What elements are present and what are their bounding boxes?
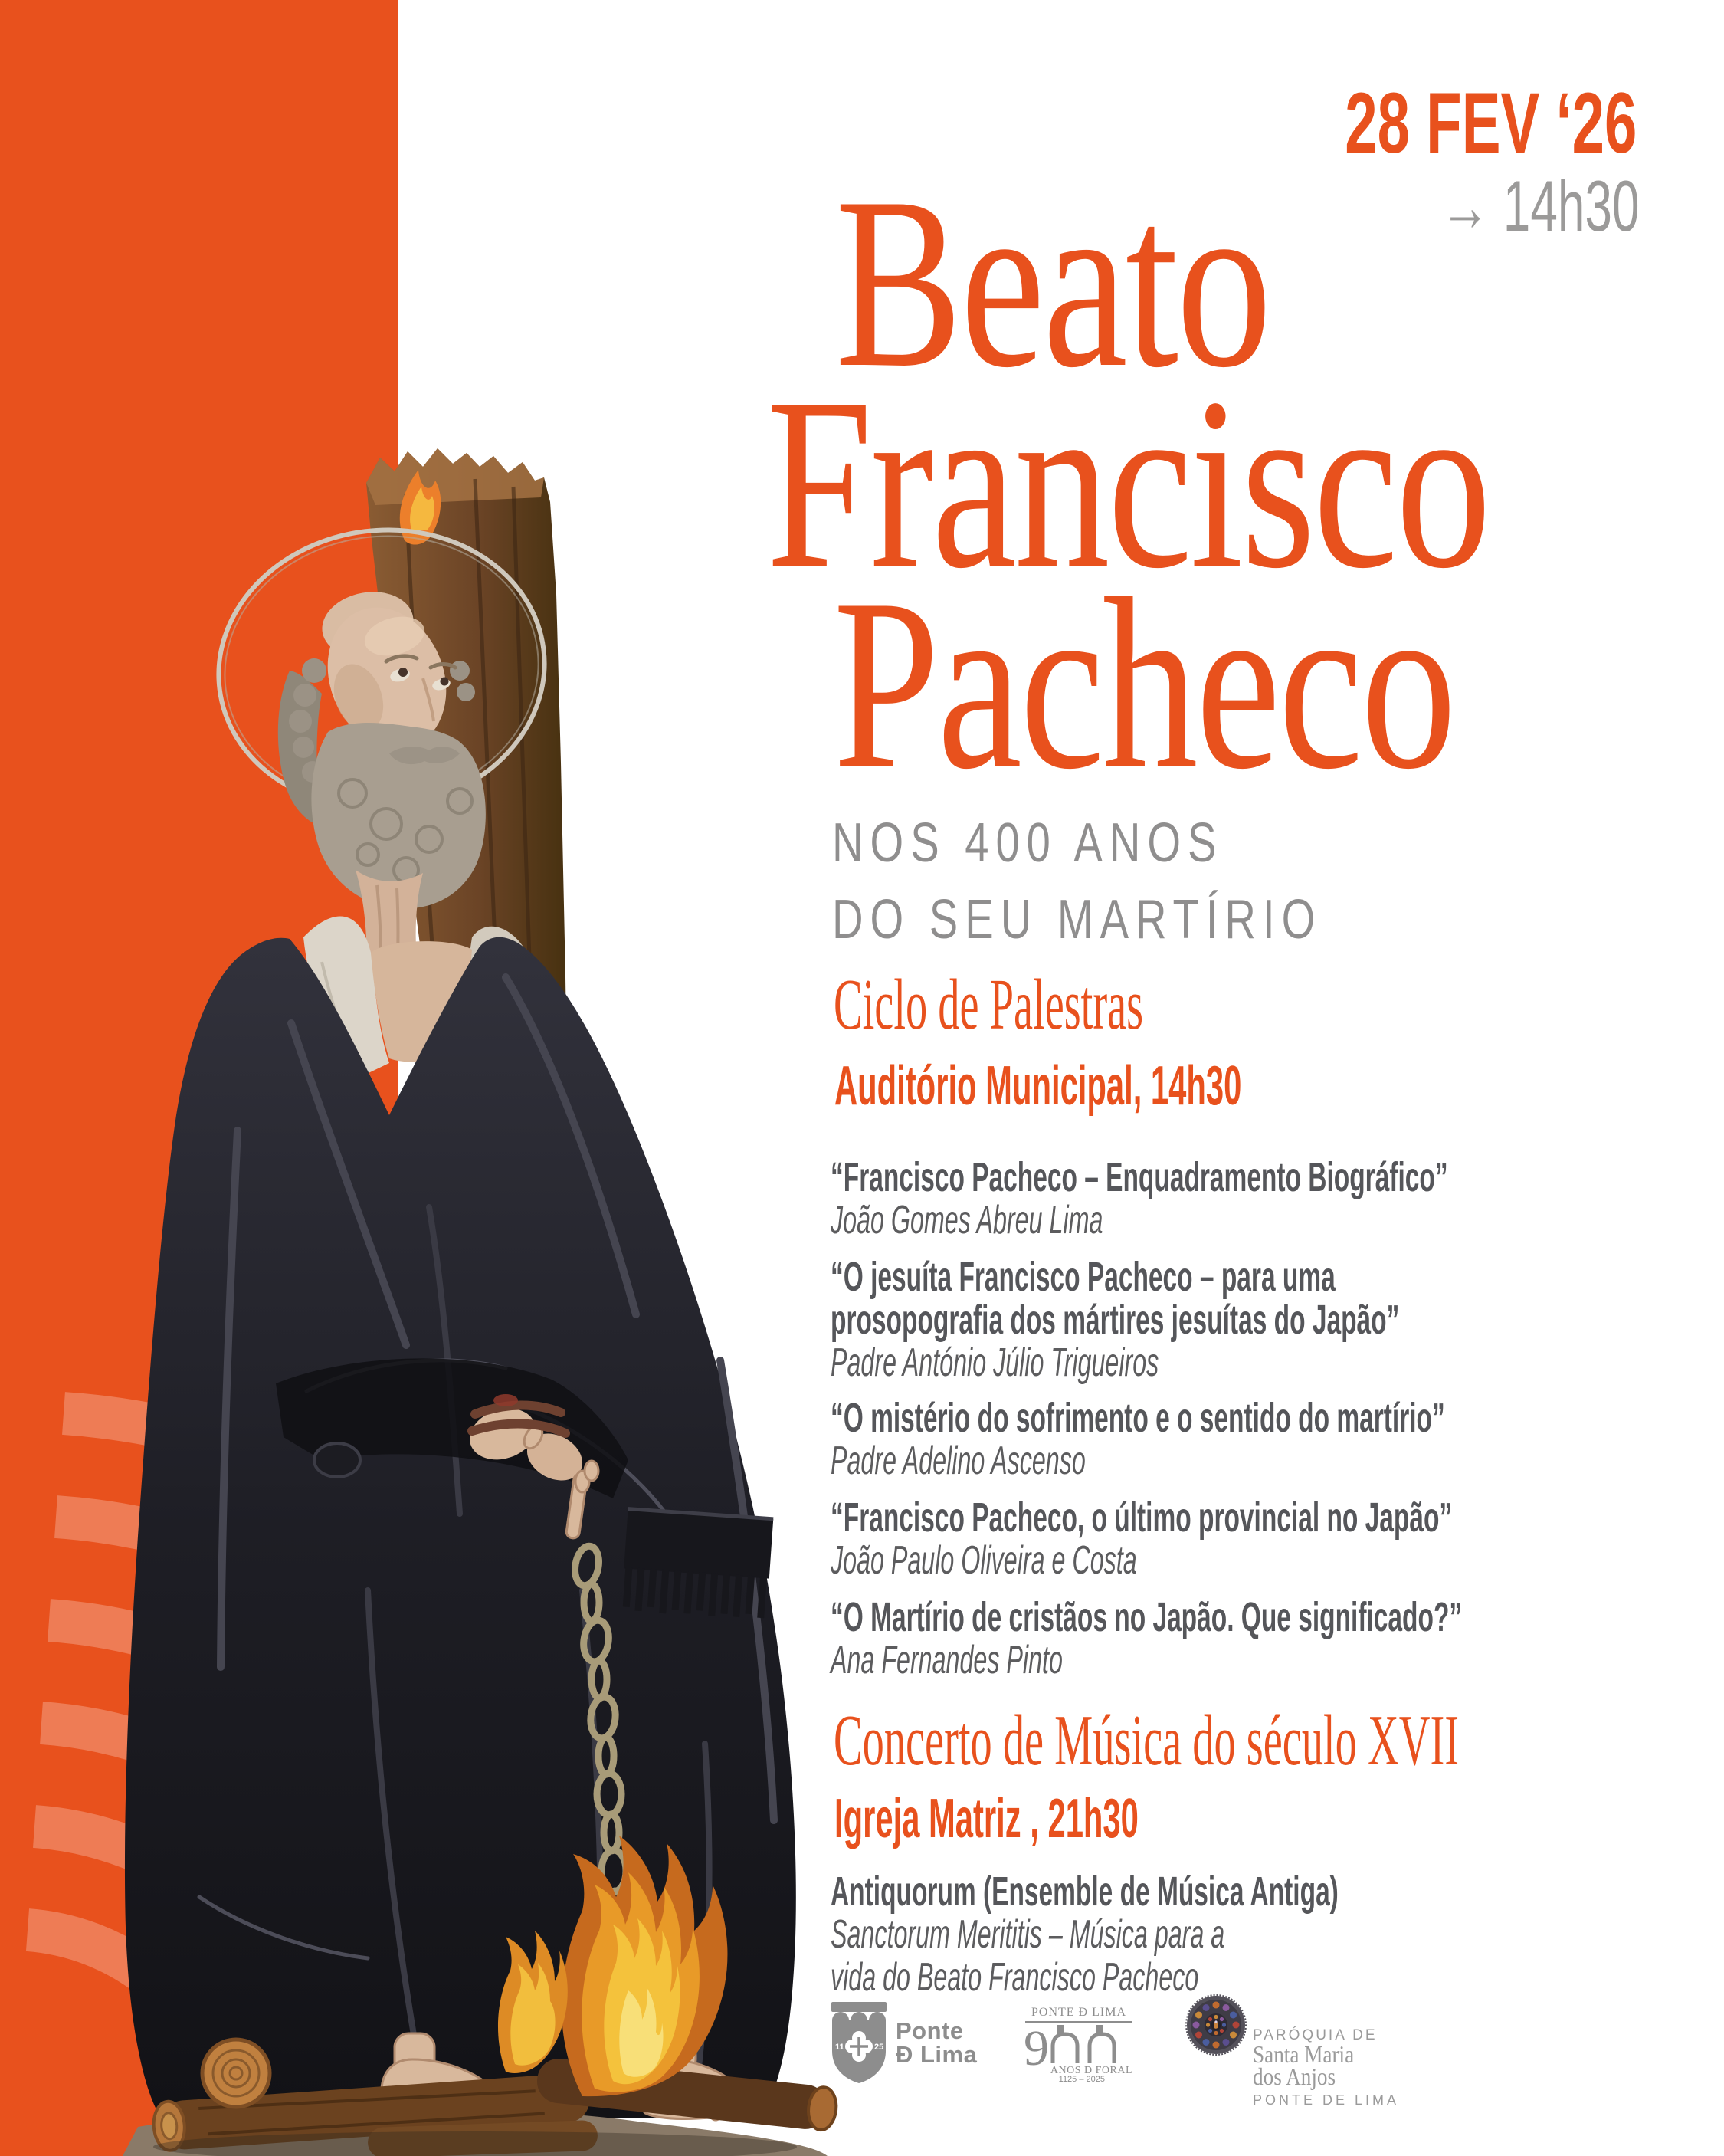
municipal-shield-icon xyxy=(831,2002,887,2083)
title-line-2: Francisco xyxy=(766,348,1490,619)
talk-speaker: Padre António Júlio Trigueiros xyxy=(831,1341,1159,1385)
page-title xyxy=(766,147,1490,820)
talk-item xyxy=(831,1255,1399,1384)
municipality-name-line-1: Ponte xyxy=(896,2017,964,2044)
talk-item xyxy=(831,1496,1452,1582)
svg-text:11: 11 xyxy=(835,2043,844,2052)
event-date: 28 FEV ‘26 xyxy=(1344,75,1637,171)
foral-caption: ANOS D FORAL xyxy=(1050,2065,1132,2076)
bridge-towers xyxy=(1057,2025,1103,2035)
logo-paroquia-santa-maria xyxy=(1185,1994,1399,2108)
logo-900-anos-foral xyxy=(1025,2005,1132,2085)
wound xyxy=(493,1394,518,1406)
concerto-heading: Concerto de Música do século XVII xyxy=(834,1701,1460,1780)
concerto-program xyxy=(831,1870,1339,1999)
talk-item xyxy=(831,1156,1448,1242)
palestras-heading: Ciclo de Palestras xyxy=(834,965,1144,1045)
subtitle xyxy=(832,805,1322,958)
talk-title: “Francisco Pacheco – Enquadramento Biográfico” xyxy=(831,1154,1448,1200)
foral-number-9: 9 xyxy=(1025,2020,1049,2076)
municipality-name-line-2: Ð Lima xyxy=(896,2041,978,2068)
piece-line-1: Sanctorum Merititis – Música para a xyxy=(831,1912,1225,1957)
talk-title: “Francisco Pacheco, o último provincial no Japão” xyxy=(831,1495,1453,1541)
talk-title-line-2: prosopografia dos mártires jesuítas do Japão” xyxy=(831,1297,1400,1343)
parish-name-line-2: dos Anjos xyxy=(1253,2062,1336,2090)
statue-illustration xyxy=(46,441,873,2156)
parish-footer: PONTE DE LIMA xyxy=(1253,2092,1400,2108)
performer: Antiquorum (Ensemble de Música Antiga) xyxy=(831,1869,1339,1915)
parish-name-line-1: Santa Maria xyxy=(1253,2040,1355,2068)
talk-title: “O Martírio de cristãos no Japão. Que significado?” xyxy=(831,1594,1463,1640)
logo-ponte-de-lima xyxy=(831,2002,977,2083)
talk-speaker: João Gomes Abreu Lima xyxy=(831,1198,1103,1242)
concerto-venue: Igreja Matriz , 21h30 xyxy=(834,1788,1139,1849)
parish-eyebrow: PARÓQUIA DE xyxy=(1253,2027,1378,2043)
talk-speaker: Ana Fernandes Pinto xyxy=(831,1638,1063,1682)
talk-speaker: Padre Adelino Ascenso xyxy=(831,1439,1086,1483)
piece-line-2: vida do Beato Francisco Pacheco xyxy=(831,1955,1199,2000)
foral-top-text: PONTE Ð LIMA xyxy=(1031,2006,1126,2019)
subtitle-line-1: NOS 400 ANOS xyxy=(832,812,1224,874)
talk-title: “O jesuíta Francisco Pacheco – para uma xyxy=(831,1254,1336,1300)
subtitle-line-2: DO SEU MARTÍRIO xyxy=(832,889,1322,950)
talk-item xyxy=(831,1396,1445,1482)
talk-title: “O mistério do sofrimento e o sentido do martírio” xyxy=(831,1395,1445,1441)
bridge-arches xyxy=(1053,2034,1114,2063)
svg-text:25: 25 xyxy=(874,2043,884,2052)
sash-knot xyxy=(314,1443,360,1477)
palestras-venue: Auditório Municipal, 14h30 xyxy=(834,1055,1242,1117)
arrow-right-icon: → xyxy=(1440,166,1490,246)
title-line-3: Pacheco xyxy=(833,549,1454,820)
talk-item xyxy=(831,1596,1462,1682)
talk-speaker: João Paulo Oliveira e Costa xyxy=(831,1538,1137,1583)
event-time-value: 14h30 xyxy=(1503,166,1640,246)
rose-window-icon xyxy=(1185,1994,1247,2056)
foral-years: 1125 – 2025 xyxy=(1058,2075,1105,2082)
title-line-1: Beato xyxy=(834,147,1270,418)
